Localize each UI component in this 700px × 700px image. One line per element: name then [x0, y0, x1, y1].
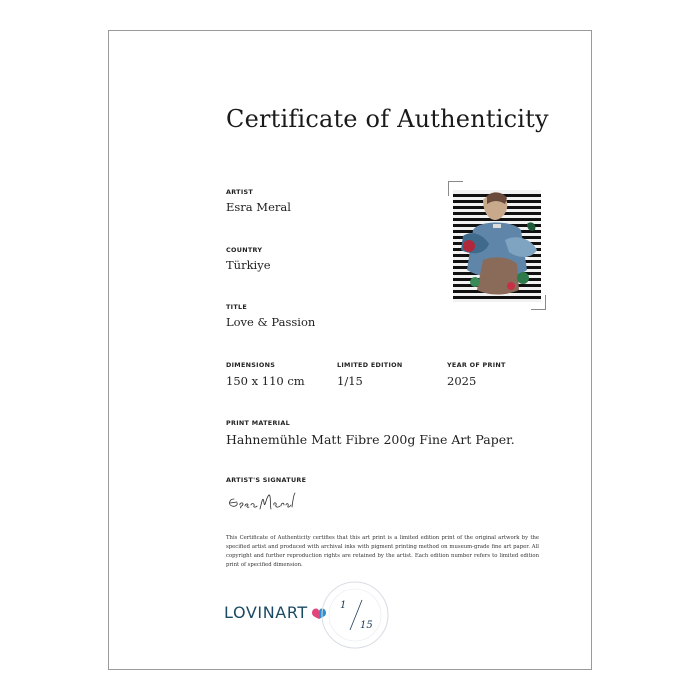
- year-of-print-label: YEAR OF PRINT: [447, 361, 506, 369]
- authenticity-disclaimer: This Certificate of Authenticity certifies that this art print is a limited edition print of the original artwork by the specified artist and produced with archival inks with pigment printing method on museum-grade fine art paper. All copyright and further reproduction rights are retained by the artist. Each edition number refers to limited edition print of specified dimension.: [226, 535, 539, 568]
- signature-label: ARTIST'S SIGNATURE: [226, 476, 307, 484]
- title-label: TITLE: [226, 303, 248, 311]
- artwork-thumbnail: [453, 190, 541, 302]
- edition-stamp: [320, 580, 390, 650]
- limited-edition-value: 1/15: [337, 374, 363, 388]
- edition-total: 15: [360, 620, 373, 631]
- dimensions-label: DIMENSIONS: [226, 361, 276, 369]
- lovinart-logo: [224, 603, 328, 622]
- certificate-title: Certificate of Authenticity: [226, 105, 549, 133]
- limited-edition-label: LIMITED EDITION: [337, 361, 403, 369]
- country-label: COUNTRY: [226, 246, 263, 254]
- certificate-sheet: [108, 30, 592, 670]
- artist-signature-image: [226, 489, 296, 517]
- title-value: Love & Passion: [226, 315, 316, 329]
- brand-name: LOVINART: [224, 603, 308, 622]
- print-material-label: PRINT MATERIAL: [226, 419, 290, 427]
- dimensions-value: 150 x 110 cm: [226, 374, 305, 388]
- country-value: Türkiye: [226, 258, 271, 272]
- artist-value: Esra Meral: [226, 200, 291, 214]
- edition-number: 1: [340, 600, 347, 611]
- artist-label: ARTIST: [226, 188, 254, 196]
- print-material-value: Hahnemühle Matt Fibre 200g Fine Art Paper.: [226, 432, 515, 447]
- year-of-print-value: 2025: [447, 374, 477, 388]
